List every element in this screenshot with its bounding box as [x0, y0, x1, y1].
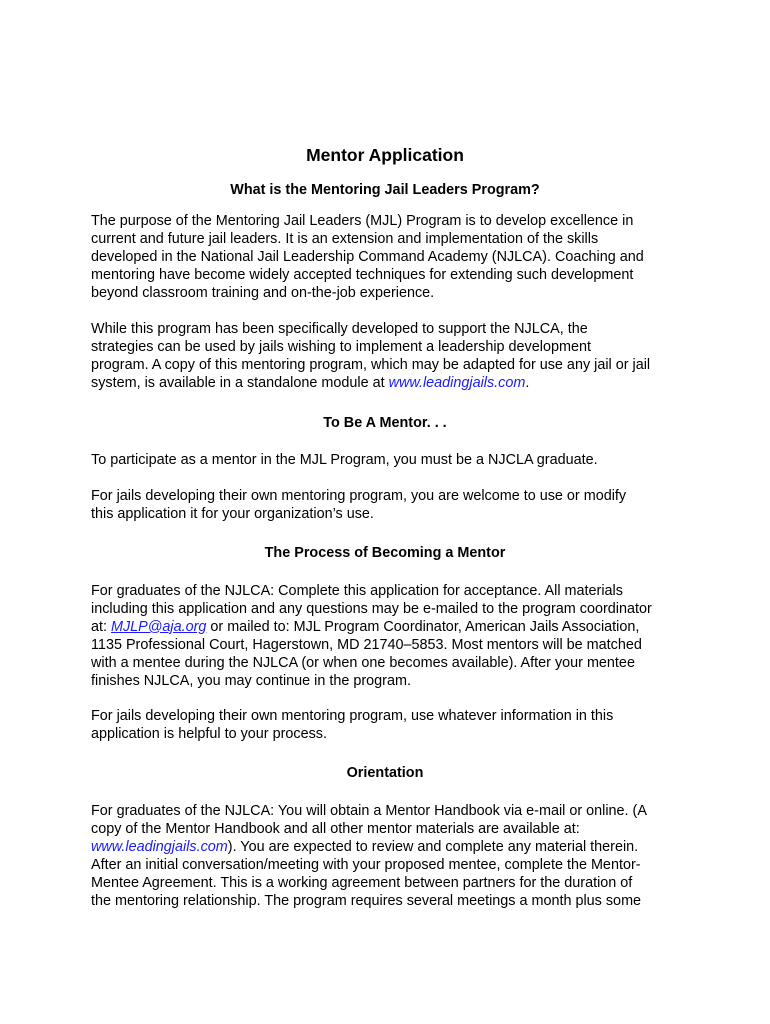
- text-line: with a mentee during the NJLCA (or when one becomes available). After your mentee: [91, 654, 635, 671]
- text-line: For graduates of the NJLCA: Complete this application for acceptance. All materials: [91, 583, 623, 599]
- text-line: The purpose of the Mentoring Jail Leaders (MJL) Program is to develop excellence in: [91, 213, 634, 229]
- leadingjails-link[interactable]: www.leadingjails.com: [388, 374, 526, 391]
- text-fragment: .: [525, 374, 530, 391]
- text-line: mentoring have become widely accepted techniques for extending such development: [91, 266, 634, 283]
- process-paragraph-1: [91, 583, 691, 690]
- text-line: [91, 619, 691, 637]
- text-line: 1135 Professional Court, Hagerstown, MD 21740–5853. Most mentors will be matched: [91, 636, 642, 653]
- section-heading-mentor: To Be A Mentor. . .: [323, 415, 447, 431]
- text-line: For graduates of the NJLCA: You will obtain a Mentor Handbook via e-mail or online. (A: [91, 803, 647, 819]
- orientation-paragraph-1: [91, 803, 691, 910]
- text-line: current and future jail leaders. It is an extension and implementation of the skills: [91, 230, 599, 247]
- text-line: beyond classroom training and on-the-job experience.: [91, 284, 435, 301]
- text-fragment: system, is available in a standalone module at: [91, 374, 389, 391]
- text-line: Mentee Agreement. This is a working agreement between partners for the duration of: [91, 874, 633, 891]
- text-line: strategies can be used by jails wishing to implement a leadership development: [91, 338, 591, 355]
- text-line: While this program has been specifically developed to support the NJLCA, the: [91, 321, 588, 337]
- text-line: [91, 839, 691, 857]
- text-line: application is helpful to your process.: [91, 725, 327, 742]
- text-fragment: at:: [91, 618, 111, 635]
- section-heading-process: The Process of Becoming a Mentor: [264, 545, 506, 561]
- text-line: the mentoring relationship. The program requires several meetings a month plus some: [91, 892, 642, 909]
- text-line: For jails developing their own mentoring program, use whatever information in this: [91, 708, 614, 724]
- section-heading-orientation: Orientation: [346, 765, 424, 781]
- text-line: After an initial conversation/meeting with your proposed mentee, complete the Mentor-: [91, 856, 641, 873]
- email-link[interactable]: MJLP@aja.org: [111, 618, 207, 635]
- text-line: including this application and any questions may be e-mailed to the program coordinator: [91, 600, 652, 617]
- text-line: program. A copy of this mentoring program, which may be adapted for use any jail or jail: [91, 356, 651, 373]
- leadingjails-link[interactable]: www.leadingjails.com: [91, 838, 228, 855]
- text-fragment: ). You are expected to review and complete any material therein.: [227, 838, 639, 855]
- section-heading-intro: What is the Mentoring Jail Leaders Program?: [230, 182, 540, 198]
- text-line: For jails developing their own mentoring program, you are welcome to use or modify: [91, 488, 627, 504]
- text-line: developed in the National Jail Leadership Command Academy (NJLCA). Coaching and: [91, 248, 644, 265]
- page-title: Mentor Application: [306, 145, 464, 165]
- intro-paragraph-2: [91, 321, 691, 393]
- text-line: [91, 375, 691, 393]
- mentor-paragraph-2: [91, 488, 691, 524]
- process-paragraph-2: [91, 708, 691, 744]
- text-line: To participate as a mentor in the MJL Program, you must be a NJCLA graduate.: [91, 452, 598, 468]
- intro-paragraph-1: [91, 213, 691, 303]
- text-fragment: or mailed to: MJL Program Coordinator, American Jails Association,: [206, 618, 640, 635]
- mentor-paragraph-1: [91, 452, 691, 470]
- text-line: copy of the Mentor Handbook and all other mentor materials are available at:: [91, 820, 580, 837]
- text-line: this application it for your organization’s use.: [91, 505, 374, 522]
- text-line: finishes NJLCA, you may continue in the program.: [91, 672, 411, 689]
